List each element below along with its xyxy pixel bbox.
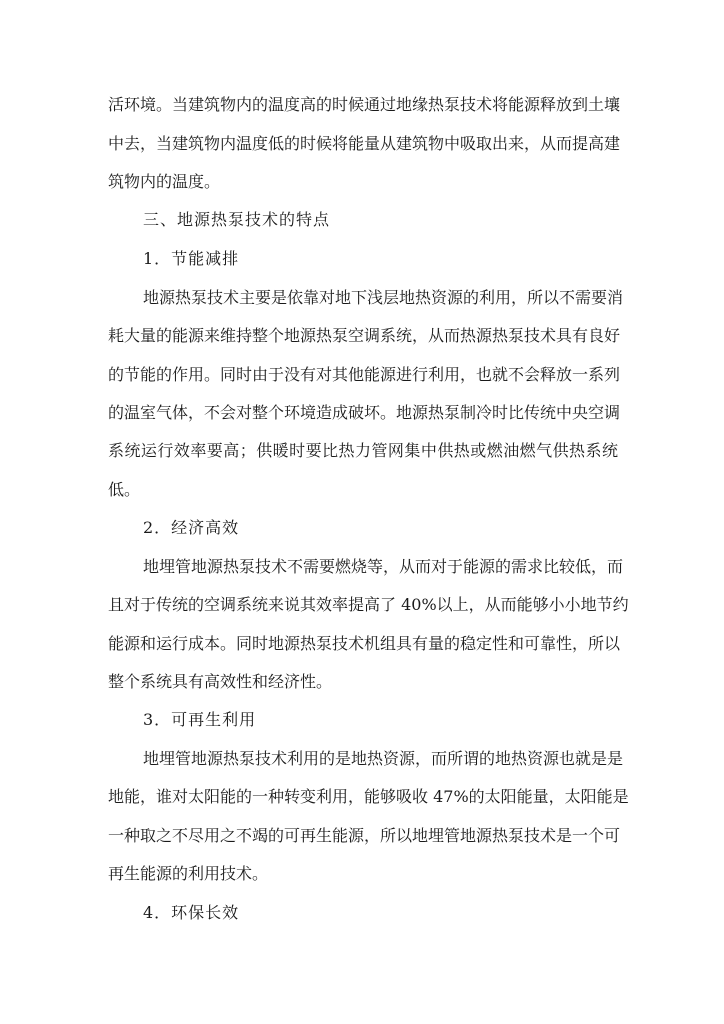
subsection-heading: 1．节能减排 [143, 249, 240, 268]
paragraph-line: 中去，当建筑物内温度低的时候将能量从建筑物中吸取出来，从而提高建 [108, 134, 621, 153]
paragraph-line: 再生能源的利用技术。 [108, 864, 269, 883]
paragraph-line: 地埋管地源热泵技术利用的是地热资源，而所谓的地热资源也就是是 [143, 749, 624, 768]
paragraph-line: 地能，谁对太阳能的一种转变利用，能够吸收 47%的太阳能量，太阳能是 [108, 787, 629, 806]
paragraph-line: 的节能的作用。同时由于没有对其他能源进行利用，也就不会释放一系列 [108, 365, 621, 384]
section-heading: 三、地源热泵技术的特点 [143, 210, 331, 229]
paragraph-line: 筑物内的温度。 [108, 172, 221, 191]
paragraph-line: 低。 [108, 480, 141, 499]
paragraph-line: 耗大量的能源来维持整个地源热泵空调系统，从而热源热泵技术具有良好 [108, 326, 621, 345]
paragraph-line: 且对于传统的空调系统来说其效率提高了 40%以上，从而能够小小地节约 [108, 595, 629, 614]
paragraph-line: 的温室气体，不会对整个环境造成破坏。地源热泵制冷时比传统中央空调 [108, 403, 621, 422]
paragraph-line: 活环境。当建筑物内的温度高的时候通过地缘热泵技术将能源释放到土壤 [108, 95, 621, 114]
subsection-heading: 4．环保长效 [143, 903, 240, 922]
paragraph-line: 整个系统具有高效性和经济性。 [108, 672, 333, 691]
paragraph-line: 一种取之不尽用之不竭的可再生能源，所以地埋管地源热泵技术是一个可 [108, 826, 621, 845]
paragraph-line: 系统运行效率要高；供暖时要比热力管网集中供热或燃油燃气供热系统 [108, 441, 618, 460]
subsection-heading: 2．经济高效 [143, 518, 240, 537]
subsection-heading: 3．可再生利用 [143, 710, 257, 729]
paragraph-line: 能源和运行成本。同时地源热泵技术机组具有量的稳定性和可靠性，所以 [108, 634, 621, 653]
paragraph-line: 地源热泵技术主要是依靠对地下浅层地热资源的利用，所以不需要消 [143, 288, 624, 307]
paragraph-line: 地埋管地源热泵技术不需要燃烧等，从而对于能源的需求比较低，而 [143, 557, 624, 576]
